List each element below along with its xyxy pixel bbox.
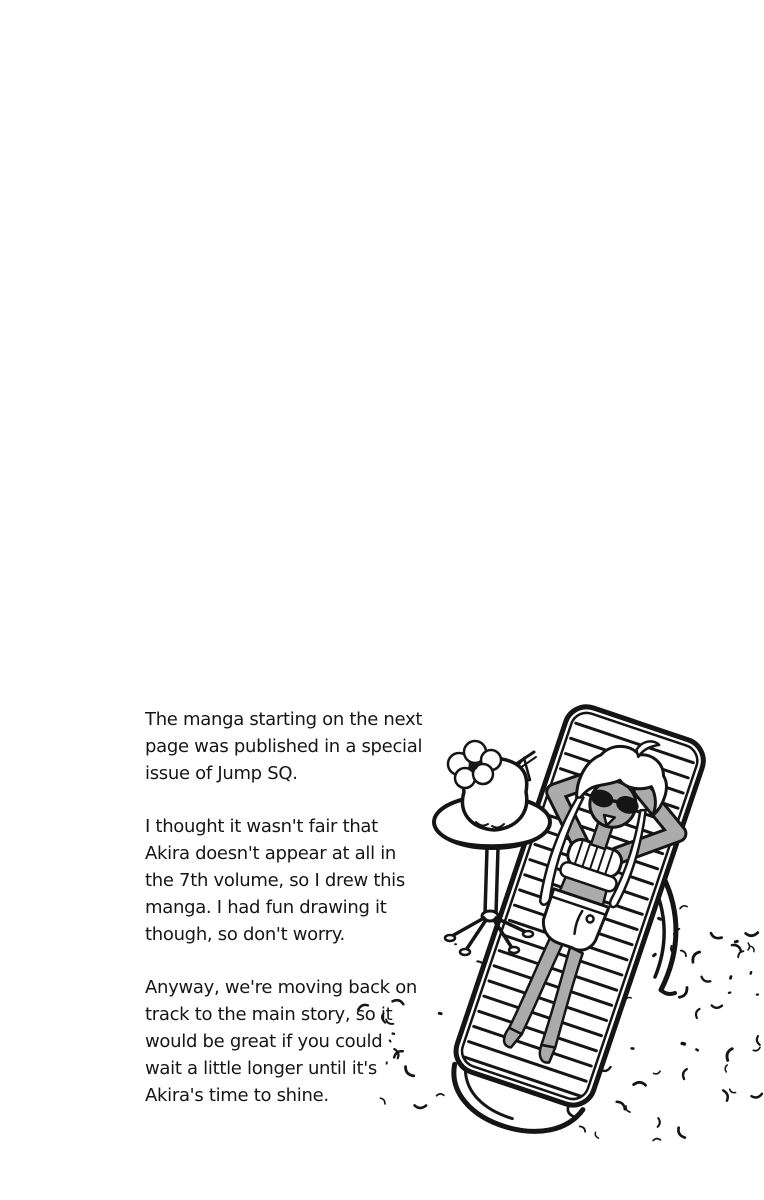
note-line: track to the main story, so it bbox=[145, 1004, 393, 1025]
note-paragraph-3 bbox=[145, 974, 475, 1109]
note-line: the 7th volume, so I drew this bbox=[145, 870, 405, 891]
shorts-button bbox=[586, 915, 595, 924]
note-paragraph-2 bbox=[145, 813, 475, 948]
note-line: page was published in a special bbox=[145, 736, 423, 757]
note-line: issue of Jump SQ. bbox=[145, 763, 298, 784]
table-pedestal bbox=[485, 848, 498, 914]
note-line: would be great if you could bbox=[145, 1031, 383, 1052]
author-note bbox=[145, 706, 475, 1135]
note-line: though, so don't worry. bbox=[145, 924, 345, 945]
note-line: The manga starting on the next bbox=[145, 709, 423, 730]
note-line: I thought it wasn't fair that bbox=[145, 816, 378, 837]
note-line: Anyway, we're moving back on bbox=[145, 977, 418, 998]
note-line: Akira doesn't appear at all in bbox=[145, 843, 396, 864]
note-line: manga. I had fun drawing it bbox=[145, 897, 387, 918]
note-line: Akira's time to shine. bbox=[145, 1085, 329, 1106]
note-paragraph-1 bbox=[145, 706, 475, 787]
note-line: wait a little longer until it's bbox=[145, 1058, 377, 1079]
